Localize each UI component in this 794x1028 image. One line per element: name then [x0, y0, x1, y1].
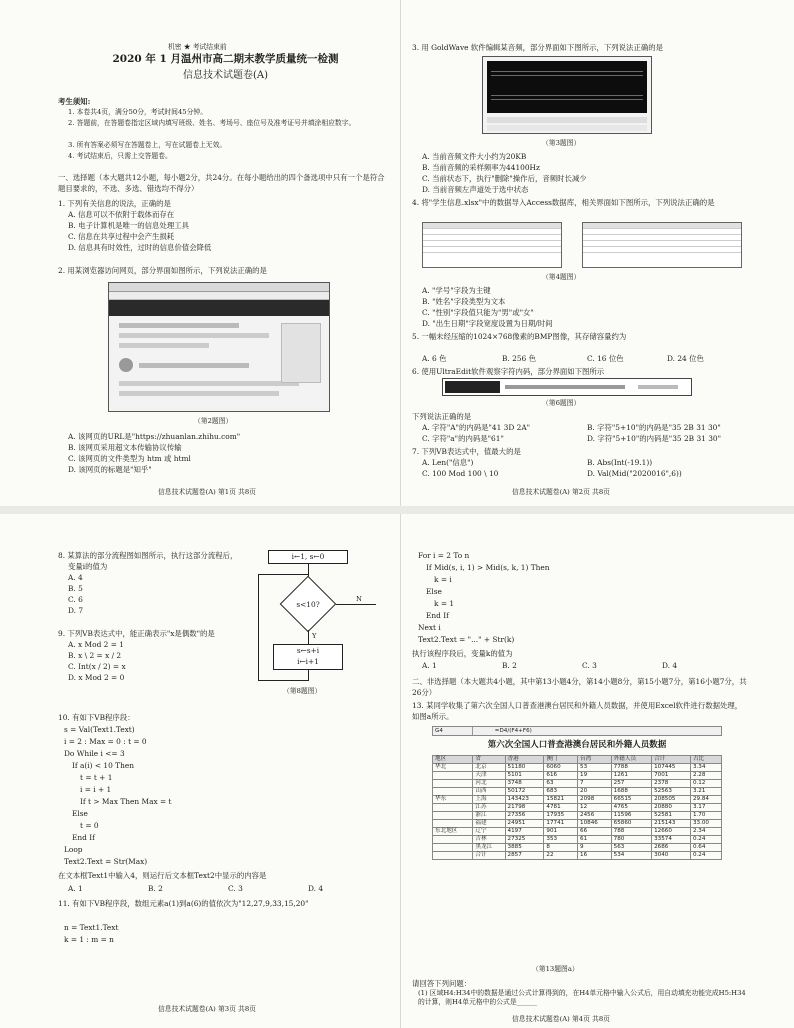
- figure-caption: （第3题图）: [542, 139, 581, 147]
- question-13-sub: 请回答下列问题：: [412, 979, 472, 988]
- figure-caption: （第6题图）: [542, 399, 581, 407]
- figure-caption: （第13题图a）: [532, 965, 579, 973]
- flowchart-arrow: [308, 630, 309, 644]
- question-10-ask: 在文本框Text1中输入4，则运行后文本框Text2中显示的内容是: [58, 871, 267, 880]
- code-line: End If: [426, 611, 449, 620]
- excel-cell: 63: [544, 780, 578, 788]
- excel-cell: 11596: [611, 812, 651, 820]
- excel-cell: 黑龙江: [473, 844, 505, 852]
- question-4-option: A. "学号"字段为主键: [422, 286, 491, 295]
- excel-cell: 17935: [544, 812, 578, 820]
- excel-cell: 福建: [473, 820, 505, 828]
- question-5-stem: 5. 一幅未经压缩的1024×768像素的BMP图像，其存储容量约为: [412, 332, 627, 341]
- question-1-option: D. 信息具有时效性，过时的信息价值会降低: [68, 243, 212, 252]
- excel-cell: 12660: [652, 828, 691, 836]
- question-12-option: D. 4: [662, 661, 678, 670]
- question-8-option: A. 4: [68, 573, 83, 582]
- page-2-column: [412, 0, 752, 506]
- question-12-option: B. 2: [502, 661, 517, 670]
- question-8-stem: 8. 某算法的部分流程图如图所示，执行这部分流程后，: [58, 551, 238, 560]
- code-line: End If: [72, 833, 95, 842]
- status-bar: [487, 125, 647, 131]
- question-12-option: C. 3: [582, 661, 597, 670]
- question-6-option: A. 字符"A"的内码是"41 3D 2A": [422, 423, 531, 432]
- excel-cell: 15821: [544, 796, 578, 804]
- excel-cell: 215143: [652, 820, 691, 828]
- excel-cell: [433, 852, 473, 860]
- exam-page-top: [0, 0, 794, 506]
- question-1-option: B. 电子计算机是唯一的信息处理工具: [68, 221, 189, 230]
- question-9-option: D. x Mod 2 = 0: [68, 673, 125, 682]
- excel-cell: 901: [544, 828, 578, 836]
- excel-cell: 0.24: [690, 852, 721, 860]
- excel-cell: 1688: [611, 788, 651, 796]
- notes-item: 1. 本卷共4页，满分50分，考试时间45分钟。: [68, 108, 208, 116]
- article-text-line: [119, 381, 299, 386]
- excel-cell: 257: [611, 780, 651, 788]
- question-6-stem: 6. 使用UltraEdit软件观察字符内码，部分界面如下图所示: [412, 367, 605, 376]
- flowchart-yes-label: Y: [312, 632, 317, 640]
- question-10-option: B. 2: [148, 884, 163, 893]
- question-2-option: A. 该网页的URL是"https://zhuanlan.zhihu.com": [68, 432, 241, 441]
- question-10-option: C. 3: [228, 884, 243, 893]
- question-9-stem: 9. 下列VB表达式中，能正确表示"x是偶数"的是: [58, 629, 215, 638]
- question-3-option: D. 当前音频左声道处于选中状态: [422, 185, 529, 194]
- excel-header-cell: 外籍人员: [611, 756, 651, 764]
- question-7-option: C. 100 Mod 100 \ 10: [422, 469, 499, 478]
- hex-bytes-row: [505, 385, 625, 389]
- question-10-option: D. 4: [308, 884, 324, 893]
- excel-cell: 788: [611, 828, 651, 836]
- question-7-option: B. Abs(Int(-19.1)): [587, 458, 653, 467]
- excel-cell: 3.34: [690, 764, 721, 772]
- flowchart-no-label: N: [356, 595, 362, 603]
- flowchart-process-line: i←i+1: [297, 657, 319, 666]
- excel-cell: 107445: [652, 764, 691, 772]
- question-3-stem: 3. 用 GoldWave 软件编辑某音频，部分界面如下图所示，下列说法正确的是: [412, 43, 664, 52]
- excel-cell: 浙江: [473, 812, 505, 820]
- code-line: If a(i) < 10 Then: [72, 761, 135, 770]
- excel-cell: 吉林: [473, 836, 505, 844]
- question-6-option: B. 字符"5+10"的内码是"35 2B 31 30": [587, 423, 721, 432]
- table-row: [433, 796, 722, 804]
- question-7-option: D. Val(Mid("2020016",6)): [587, 469, 682, 478]
- timeline-bar: [487, 117, 647, 123]
- excel-cell: 19: [578, 772, 612, 780]
- excel-cell: 7788: [611, 764, 651, 772]
- table-row: [423, 247, 561, 253]
- excel-sheet-title: 第六次全国人口普查港澳台居民和外籍人员数据: [487, 740, 667, 750]
- code-line: t = t + 1: [80, 773, 113, 782]
- excel-cell: 2.28: [690, 772, 721, 780]
- table-row: [433, 836, 722, 844]
- code-line: Do While i <= 3: [64, 749, 125, 758]
- excel-cell: 江苏: [473, 804, 505, 812]
- code-line: i = i + 1: [80, 785, 112, 794]
- question-10-stem: 10. 有如下VB程序段：: [58, 713, 135, 722]
- excel-cell: 华东: [433, 796, 473, 804]
- excel-cell: 21798: [505, 804, 544, 812]
- sidebar-panel: [281, 323, 321, 383]
- question-8-stem-cont: 变量i的值为: [68, 562, 108, 571]
- notes-item: 2. 答题前，在答题卷指定区域内填写班级、姓名、考场号、座位号及准考证号并填涂相应数字。: [68, 119, 356, 127]
- table-row: [433, 812, 722, 820]
- audio-editor-figure: [482, 56, 652, 134]
- table-row: [433, 772, 722, 780]
- question-4-stem: 4. 将"学生信息.xlsx"中的数据导入Access数据库，相关界面如下图所示，下列说法正确的是: [412, 198, 715, 207]
- excel-header-cell: 地区: [433, 756, 473, 764]
- excel-cell: 12: [578, 804, 612, 812]
- secret-mark: 机密 ★ 考试结束前: [168, 43, 227, 51]
- excel-cell: [433, 780, 473, 788]
- question-5-option: B. 256 色: [502, 354, 536, 363]
- excel-cell: 24951: [505, 820, 544, 828]
- excel-header-cell: 合计: [652, 756, 691, 764]
- excel-cell: 2456: [578, 812, 612, 820]
- hex-editor-figure: [442, 378, 692, 396]
- excel-cell: 8: [544, 844, 578, 852]
- question-12-option: A. 1: [422, 661, 437, 670]
- excel-cell: 9: [578, 844, 612, 852]
- code-line: Loop: [64, 845, 83, 854]
- excel-header-cell: 香港: [505, 756, 544, 764]
- question-10-option: A. 1: [68, 884, 83, 893]
- flowchart-process-box: [273, 644, 343, 670]
- article-text-line: [119, 333, 269, 338]
- excel-cell: [433, 788, 473, 796]
- excel-cell: 17741: [544, 820, 578, 828]
- question-6-option: D. 字符"5+10"的内码是"35 2B 31 30": [587, 434, 721, 443]
- question-8-option: B. 5: [68, 584, 83, 593]
- question-4-option: C. "性别"字段值只能为"男"或"女": [422, 308, 534, 317]
- exam-title: 2020 年 1 月温州市高二期末教学质量统一检测: [112, 53, 339, 65]
- code-line: Else: [72, 809, 88, 818]
- code-line: Text2.Text = Str(Max): [64, 857, 148, 866]
- code-line: k = 1: [434, 599, 455, 608]
- article-text-line: [139, 363, 249, 368]
- excel-cell: 天津: [473, 772, 505, 780]
- question-7-option: A. Len("信息"): [422, 458, 474, 467]
- browser-screenshot-figure: [108, 282, 330, 412]
- excel-cell: 2857: [505, 852, 544, 860]
- excel-header-cell: 省: [473, 756, 505, 764]
- excel-cell: 5101: [505, 772, 544, 780]
- excel-cell: 3.17: [690, 804, 721, 812]
- section-one-heading: 一、选择题（本大题共12小题，每小题2分，共24分。在每小题给出的四个备选项中只有一个是符合题目要求的，不选、多选、错选均不得分）: [58, 173, 385, 193]
- excel-cell: [433, 812, 473, 820]
- excel-header-cell: 澳门: [544, 756, 578, 764]
- table-row: [433, 820, 722, 828]
- excel-cell: 上海: [473, 796, 505, 804]
- excel-cell: 66: [578, 828, 612, 836]
- excel-cell: 51180: [505, 764, 544, 772]
- page-footer: 信息技术试题卷(A) 第3页 共8页: [158, 1005, 256, 1013]
- excel-cell: 1.70: [690, 812, 721, 820]
- excel-cell: [433, 804, 473, 812]
- flowchart-decision-label: s<10?: [296, 600, 320, 609]
- question-2-option: B. 该网页采用超文本传输协议传输: [68, 443, 182, 452]
- hex-offset-block: [445, 381, 500, 393]
- excel-cell: [433, 836, 473, 844]
- excel-cell: 河北: [473, 780, 505, 788]
- table-row: [433, 788, 722, 796]
- excel-cell: 534: [611, 852, 651, 860]
- excel-cell: 2.34: [690, 828, 721, 836]
- excel-cell: 27325: [505, 836, 544, 844]
- browser-address-bar: [109, 292, 329, 300]
- page-footer: 信息技术试题卷(A) 第2页 共8页: [512, 488, 610, 496]
- excel-header-cell: 台湾: [578, 756, 612, 764]
- excel-cell: [433, 820, 473, 828]
- question-3-option: A. 当前音频文件大小约为20KB: [422, 152, 527, 161]
- excel-cell: 143423: [505, 796, 544, 804]
- excel-cell: 29.84: [690, 796, 721, 804]
- excel-cell: 61: [578, 836, 612, 844]
- excel-cell: 2378: [652, 780, 691, 788]
- figure-caption: （第2题图）: [194, 417, 233, 425]
- question-9-option: B. x \ 2 = x / 2: [68, 651, 122, 660]
- excel-cell: 3040: [652, 852, 691, 860]
- code-line: For i = 2 To n: [418, 551, 470, 560]
- excel-cell: 0.12: [690, 780, 721, 788]
- code-line: Next i: [418, 623, 441, 632]
- page-divider: [400, 0, 401, 506]
- page-3-column: [58, 514, 393, 1028]
- excel-cell: 563: [611, 844, 651, 852]
- question-9-option: C. Int(x / 2) = x: [68, 662, 126, 671]
- excel-cell: 53: [578, 764, 612, 772]
- question-4-option: D. "出生日期"字段宽度设置为日期/时间: [422, 319, 553, 328]
- page-1-column: [58, 0, 393, 506]
- excel-cell: 4197: [505, 828, 544, 836]
- article-text-line: [119, 343, 209, 348]
- code-line: t = 0: [80, 821, 99, 830]
- avatar: [119, 358, 133, 372]
- code-line: k = i: [434, 575, 452, 584]
- question-3-option: B. 当前音频的采样频率为44100Hz: [422, 163, 540, 172]
- excel-cell: 16: [578, 852, 612, 860]
- access-design-view: [582, 222, 742, 268]
- flowchart-process-line: s←s+i: [296, 646, 320, 655]
- excel-cell: 华北: [433, 764, 473, 772]
- excel-cell: [433, 772, 473, 780]
- excel-cell: 辽宁: [473, 828, 505, 836]
- excel-cell: 22: [544, 852, 578, 860]
- notes-heading: 考生须知:: [58, 97, 91, 106]
- excel-cell: 合计: [473, 852, 505, 860]
- code-line: s = Val(Text1.Text): [64, 725, 135, 734]
- excel-cell: 780: [611, 836, 651, 844]
- excel-cell: 3748: [505, 780, 544, 788]
- waveform-left-channel: [491, 71, 643, 72]
- flowchart-loop-line: [258, 574, 259, 681]
- question-8-option: C. 6: [68, 595, 83, 604]
- excel-cell: 东北地区: [433, 828, 473, 836]
- excel-cell: 27356: [505, 812, 544, 820]
- waveform-left-channel: [491, 75, 643, 76]
- excel-cell: 33574: [652, 836, 691, 844]
- table-row: [433, 852, 722, 860]
- flowchart-start-label: i←1, s←0: [291, 552, 325, 561]
- table-row: [433, 764, 722, 772]
- question-1-option: A. 信息可以不依附于载体而存在: [68, 210, 175, 219]
- flowchart-arrow: [308, 670, 309, 680]
- excel-cell: 4781: [544, 804, 578, 812]
- question-7-stem: 7. 下列VB表达式中，值最大的是: [412, 447, 521, 456]
- question-8-option: D. 7: [68, 606, 84, 615]
- excel-header-row: [433, 756, 722, 764]
- excel-cell: 3885: [505, 844, 544, 852]
- excel-cell: 52563: [652, 788, 691, 796]
- code-line: Else: [426, 587, 442, 596]
- excel-cell: 683: [544, 788, 578, 796]
- browser-site-header: [109, 300, 329, 316]
- flowchart-loop-line: [258, 680, 309, 681]
- excel-cell: 353: [544, 836, 578, 844]
- question-6-option: C. 字符"a"的内码是"61": [422, 434, 504, 443]
- excel-cell: 2098: [578, 796, 612, 804]
- question-2-option: C. 该网页的文件类型为 htm 或 html: [68, 454, 191, 463]
- excel-data-table: [432, 755, 722, 860]
- excel-cell: 北京: [473, 764, 505, 772]
- excel-cell: 6060: [544, 764, 578, 772]
- excel-cell: 2686: [652, 844, 691, 852]
- excel-formula-bar: [432, 726, 722, 736]
- exam-page-bottom: [0, 514, 794, 1028]
- article-text-line: [119, 323, 239, 328]
- page-footer: 信息技术试题卷(A) 第4页 共8页: [512, 1015, 610, 1023]
- notes-item: 3. 所有答案必须写在答题卷上，写在试题卷上无效。: [68, 141, 227, 149]
- excel-cell: 20: [578, 788, 612, 796]
- code-line: If Mid(s, i, 1) > Mid(s, k, 1) Then: [426, 563, 550, 572]
- excel-cell-reference: G4: [433, 727, 473, 735]
- flowchart-loop-line: [258, 574, 309, 575]
- excel-cell: 0.24: [690, 836, 721, 844]
- code-line: Text2.Text = "..." + Str(k): [418, 635, 515, 644]
- question-3-option: C. 当前状态下，执行"删除"操作后，音频时长减少: [422, 174, 587, 183]
- table-row: [583, 247, 741, 253]
- table-row: [433, 844, 722, 852]
- excel-cell: 33.00: [690, 820, 721, 828]
- excel-cell: 616: [544, 772, 578, 780]
- excel-cell: 208505: [652, 796, 691, 804]
- excel-header-cell: 占比: [690, 756, 721, 764]
- excel-cell: 4765: [611, 804, 651, 812]
- question-1-option: C. 信息在共享过程中会产生损耗: [68, 232, 175, 241]
- table-row: [433, 828, 722, 836]
- code-line: n = Text1.Text: [64, 923, 119, 932]
- excel-cell: 0.64: [690, 844, 721, 852]
- article-text-line: [119, 391, 279, 396]
- question-4-option: B. "姓名"字段类型为文本: [422, 297, 506, 306]
- question-11-stem: 11. 有如下VB程序段，数组元素a(1)到a(6)的值依次为"12,27,9,33,15,20": [58, 899, 309, 908]
- excel-cell: 7: [578, 780, 612, 788]
- page-4-column: [412, 514, 752, 1028]
- notes-item: 4. 考试结束后，只需上交答题卷。: [68, 152, 172, 160]
- question-5-option: A. 6 色: [422, 354, 447, 363]
- question-13-part-1: (1) 区域H4:H34中的数据是通过公式计算得到的，在H4单元格中输入公式后，用自动填充功能完成H5:H34的计算，则H4单元格中的公式是______: [418, 989, 746, 1006]
- excel-cell: 3.21: [690, 788, 721, 796]
- code-line: i = 2 : Max = 0 : t = 0: [64, 737, 147, 746]
- code-line: If t > Max Then Max = t: [80, 797, 172, 806]
- question-1-stem: 1. 下列有关信息的说法，正确的是: [58, 199, 171, 208]
- waveform-panel: [487, 61, 647, 113]
- table-row: [433, 780, 722, 788]
- question-2-option: D. 该网页的标题是"知乎": [68, 465, 152, 474]
- question-6-lead: 下列说法正确的是: [412, 412, 472, 421]
- browser-tab-bar: [109, 283, 329, 292]
- question-2-stem: 2. 用某浏览器访问网页，部分界面如图所示，下列说法正确的是: [58, 266, 267, 275]
- section-two-heading: 二、非选择题（本大题共4小题，其中第13小题4分，第14小题8分，第15小题7分，第16小题7分，共26分）: [412, 677, 747, 697]
- question-5-option: C. 16 位色: [587, 354, 624, 363]
- hex-ascii-row: [638, 385, 678, 389]
- question-9-option: A. x Mod 2 = 1: [68, 640, 124, 649]
- excel-cell: 10846: [578, 820, 612, 828]
- question-5-option: D. 24 位色: [667, 354, 704, 363]
- excel-cell: 7001: [652, 772, 691, 780]
- table-row: [433, 804, 722, 812]
- page-footer: 信息技术试题卷(A) 第1页 共8页: [158, 488, 256, 496]
- waveform-right-channel: [491, 99, 643, 100]
- excel-cell: 66515: [611, 796, 651, 804]
- flowchart-start-box: [268, 550, 348, 564]
- excel-source-table: [422, 222, 562, 268]
- question-12-ask: 执行该程序段后，变量k的值为: [412, 649, 513, 658]
- excel-cell: [433, 844, 473, 852]
- excel-cell: 20880: [652, 804, 691, 812]
- figure-caption: （第8题图）: [283, 687, 322, 695]
- excel-cell: 1261: [611, 772, 651, 780]
- excel-cell: 山西: [473, 788, 505, 796]
- question-13-stem: 13. 某同学收集了第六次全国人口普查港澳台居民和外籍人员数据，并使用Excel软件进行数据处理，如图a所示。: [412, 701, 743, 721]
- excel-cell: 52581: [652, 812, 691, 820]
- figure-caption: （第4题图）: [542, 273, 581, 281]
- code-line: k = 1 : m = n: [64, 935, 114, 944]
- excel-cell: 50172: [505, 788, 544, 796]
- excel-formula-text: =D4/(F4+F6): [494, 728, 532, 734]
- excel-cell: 65860: [611, 820, 651, 828]
- page-divider: [400, 514, 401, 1028]
- waveform-right-channel: [491, 95, 643, 96]
- exam-subtitle: 信息技术试题卷(A): [182, 70, 269, 81]
